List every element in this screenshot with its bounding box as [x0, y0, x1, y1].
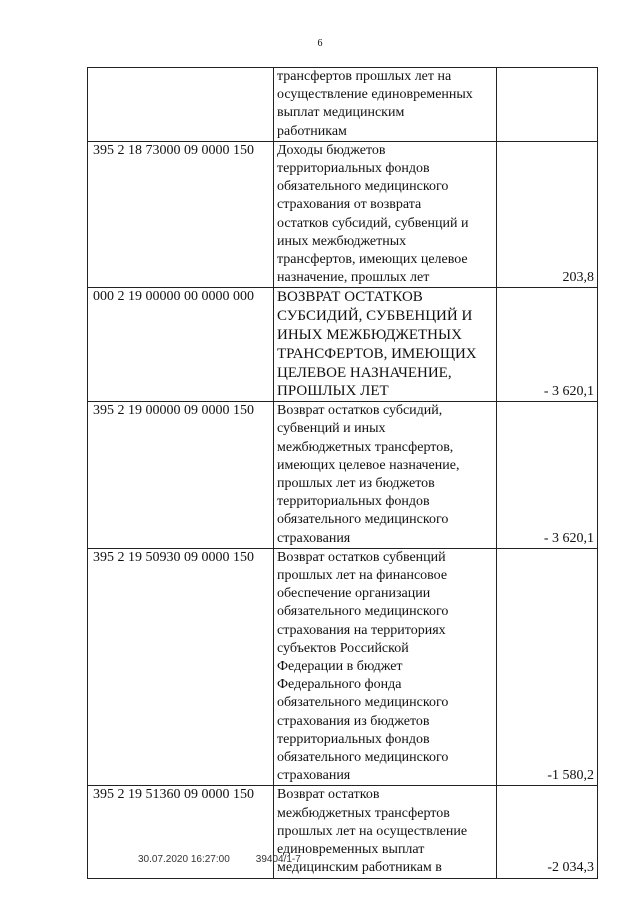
amount-cell: -1 580,2 — [497, 548, 598, 786]
classification-code-cell: 000 2 19 00000 00 0000 000 — [88, 288, 274, 402]
income-name-cell: Доходы бюджетов территориальных фондов обязательного медицинского страхования от возврата остатков субсидий, субвенций и иных межбюджетных трансфертов, имеющих целевое назначение, прошлых лет — [274, 141, 497, 288]
table-row — [88, 402, 598, 549]
income-name-cell: трансфертов прошлых лет на осуществление единовременных выплат медицинским работникам — [274, 68, 497, 142]
classification-code-cell: 395 2 19 00000 09 0000 150 — [88, 402, 274, 549]
amount-cell — [497, 68, 598, 142]
table-row — [88, 68, 598, 142]
income-name-cell: Возврат остатков субсидий, субвенций и иных межбюджетных трансфертов, имеющих целевое назначение, прошлых лет из бюджетов территориальных фондов обязательного медицинского страхования — [274, 402, 497, 549]
income-name-cell: Возврат остатков межбюджетных трансфертов прошлых лет на осуществление единовременных выплат медицинским работникам в — [274, 786, 497, 878]
classification-code-cell: 395 2 19 50930 09 0000 150 — [88, 548, 274, 786]
amount-cell: 203,8 — [497, 141, 598, 288]
amount-cell: - 3 620,1 — [497, 402, 598, 549]
classification-code-cell: 395 2 18 73000 09 0000 150 — [88, 141, 274, 288]
classification-code-cell — [88, 68, 274, 142]
table-row — [88, 548, 598, 786]
footer-datetime: 30.07.2020 16:27:00 — [138, 854, 230, 865]
classification-code-cell: 395 2 19 51360 09 0000 150 — [88, 786, 274, 878]
income-name-cell: Возврат остатков субвенций прошлых лет на финансовое обеспечение организации обязательного медицинского страхования на территориях субъектов Российской Федерации в бюджет Федерального фонда обязательного медицинского страхования из бюджетов территориальных фондов обязательного медицинского страхования — [274, 548, 497, 786]
page-number: 6 — [317, 38, 323, 49]
table-row — [88, 141, 598, 288]
table-row — [88, 288, 598, 402]
budget-table — [87, 67, 598, 879]
amount-cell: -2 034,3 — [497, 786, 598, 878]
footer — [138, 854, 301, 865]
amount-cell: - 3 620,1 — [497, 288, 598, 402]
income-name-cell: ВОЗВРАТ ОСТАТКОВ СУБСИДИЙ, СУБВЕНЦИЙ И ИНЫХ МЕЖБЮДЖЕТНЫХ ТРАНСФЕРТОВ, ИМЕЮЩИХ ЦЕЛЕВОЕ НАЗНАЧЕНИЕ, ПРОШЛЫХ ЛЕТ — [274, 288, 497, 402]
footer-doc-id: 39404/1-7 — [255, 854, 301, 865]
